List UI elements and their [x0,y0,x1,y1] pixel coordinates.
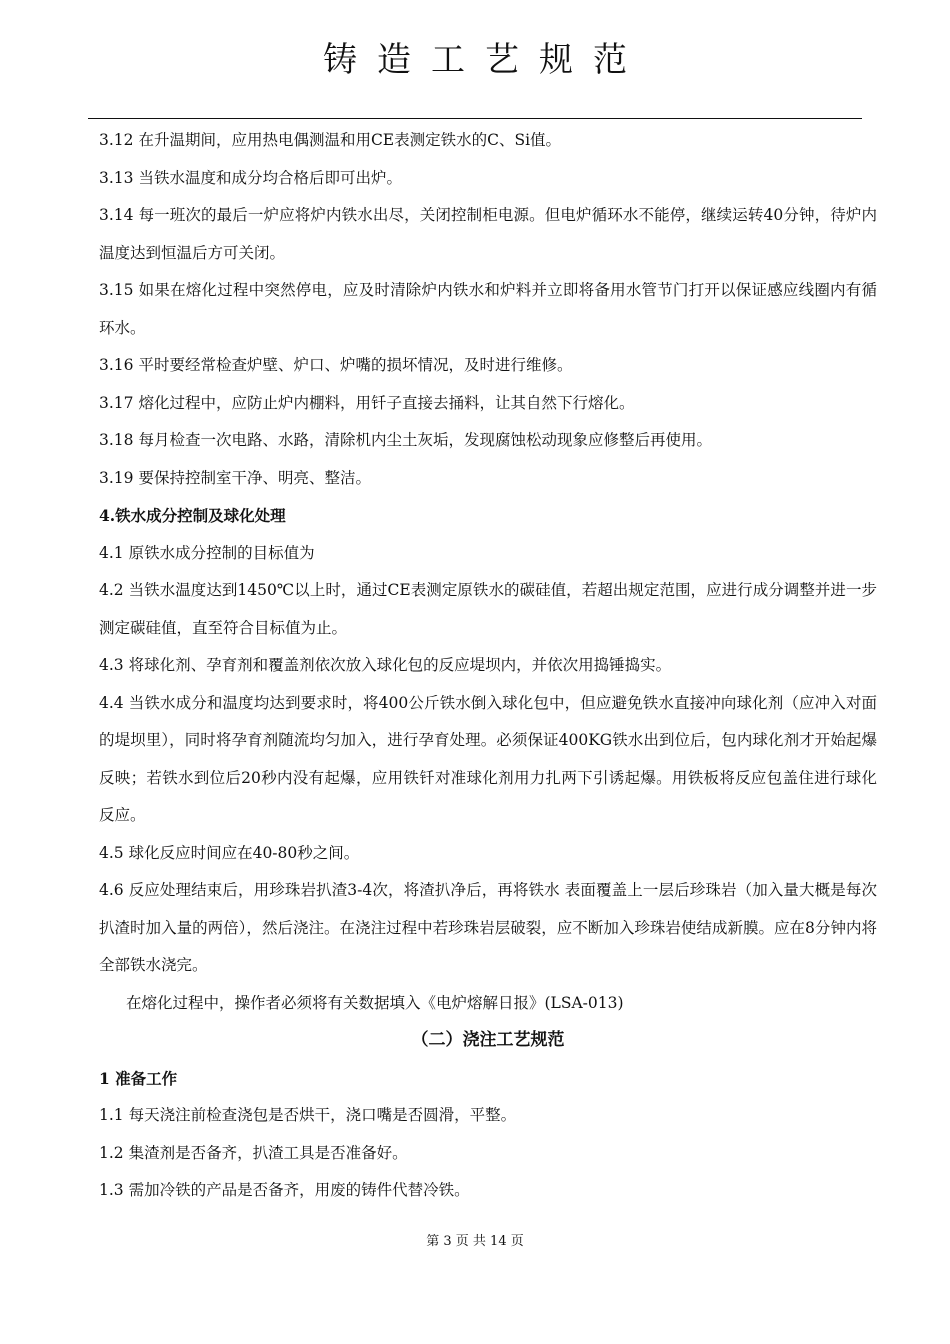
document-body [99,122,877,1210]
paragraph-4-1: 4.1 原铁水成分控制的目标值为 [99,543,315,562]
page-title: 铸造工艺规范 [323,40,647,80]
section-heading-4: 4.铁水成分控制及球化处理 [99,506,286,525]
paragraph-3-19: 3.19 要保持控制室干净、明亮、整洁。 [99,468,371,487]
paragraph-4-4: 4.4 当铁水成分和温度均达到要求时，将400公斤铁水倒入球化包中，但应避免铁水直接冲向球化剂（应冲入对面的堤坝里），同时将孕育剂随流均匀加入，进行孕育处理。必须保证400KG铁水出到位后，包内球化剂才开始起爆反映；若铁水到位后20秒内没有起爆，应用铁钎对准球化剂用力扎两下引诱起爆。用铁板将反应包盖住进行球化反应。 [99,693,877,824]
note-paragraph: 在熔化过程中，操作者必须将有关数据填入《电炉熔解日报》(LSA-013) [126,993,624,1012]
paragraph-1-2: 1.2 集渣剂是否备齐，扒渣工具是否准备好。 [99,1143,408,1162]
paragraph-3-18: 3.18 每月检查一次电路、水路，清除机内尘土灰垢，发现腐蚀松动现象应修整后再使用。 [99,431,712,449]
paragraph-3-16: 3.16 平时要经常检查炉壁、炉口、炉嘴的损坏情况，及时进行维修。 [99,356,573,374]
paragraph-4-3: 4.3 将球化剂、孕育剂和覆盖剂依次放入球化包的反应堤坝内，并依次用捣锤捣实。 [99,656,672,674]
header-rule [88,118,862,119]
section-heading-1: 1 准备工作 [99,1068,178,1088]
page-footer: 第 3 页 共 14 页 [426,1234,524,1249]
section-title-pouring: （二）浇注工艺规范 [411,1030,565,1050]
paragraph-4-5: 4.5 球化反应时间应在40-80秒之间。 [99,843,360,862]
paragraph-3-13: 3.13 当铁水温度和成分均合格后即可出炉。 [99,168,402,187]
paragraph-4-2: 4.2 当铁水温度达到1450℃以上时，通过CE表测定原铁水的碳硅值，若超出规定范围，应进行成分调整并进一步测定碳硅值，直至符合目标值为止。 [99,581,877,637]
paragraph-3-15: 3.15 如果在熔化过程中突然停电，应及时清除炉内铁水和炉料并立即将备用水管节门打开以保证感应线圈内有循环水。 [99,281,877,337]
paragraph-3-12: 3.12 在升温期间，应用热电偶测温和用CE表测定铁水的C、Si值。 [99,131,562,149]
paragraph-3-17: 3.17 熔化过程中，应防止炉内棚料，用钎子直接去捅料，让其自然下行熔化。 [99,393,635,412]
paragraph-4-6: 4.6 反应处理结束后，用珍珠岩扒渣3-4次，将渣扒净后，再将铁水 表面覆盖上一层后珍珠岩（加入量大概是每次扒渣时加入量的两倍），然后浇注。在浇注过程中若珍珠岩层破裂，应不断加入珍珠岩使结成新膜。应在8分钟内将全部铁水浇完。 [99,881,877,974]
paragraph-1-3: 1.3 需加冷铁的产品是否备齐，用废的铸件代替冷铁。 [99,1181,470,1199]
paragraph-3-14: 3.14 每一班次的最后一炉应将炉内铁水出尽，关闭控制柜电源。但电炉循环水不能停，继续运转40分钟，待炉内温度达到恒温后方可关闭。 [99,206,877,262]
paragraph-1-1: 1.1 每天浇注前检查浇包是否烘干，浇口嘴是否圆滑，平整。 [99,1106,517,1124]
